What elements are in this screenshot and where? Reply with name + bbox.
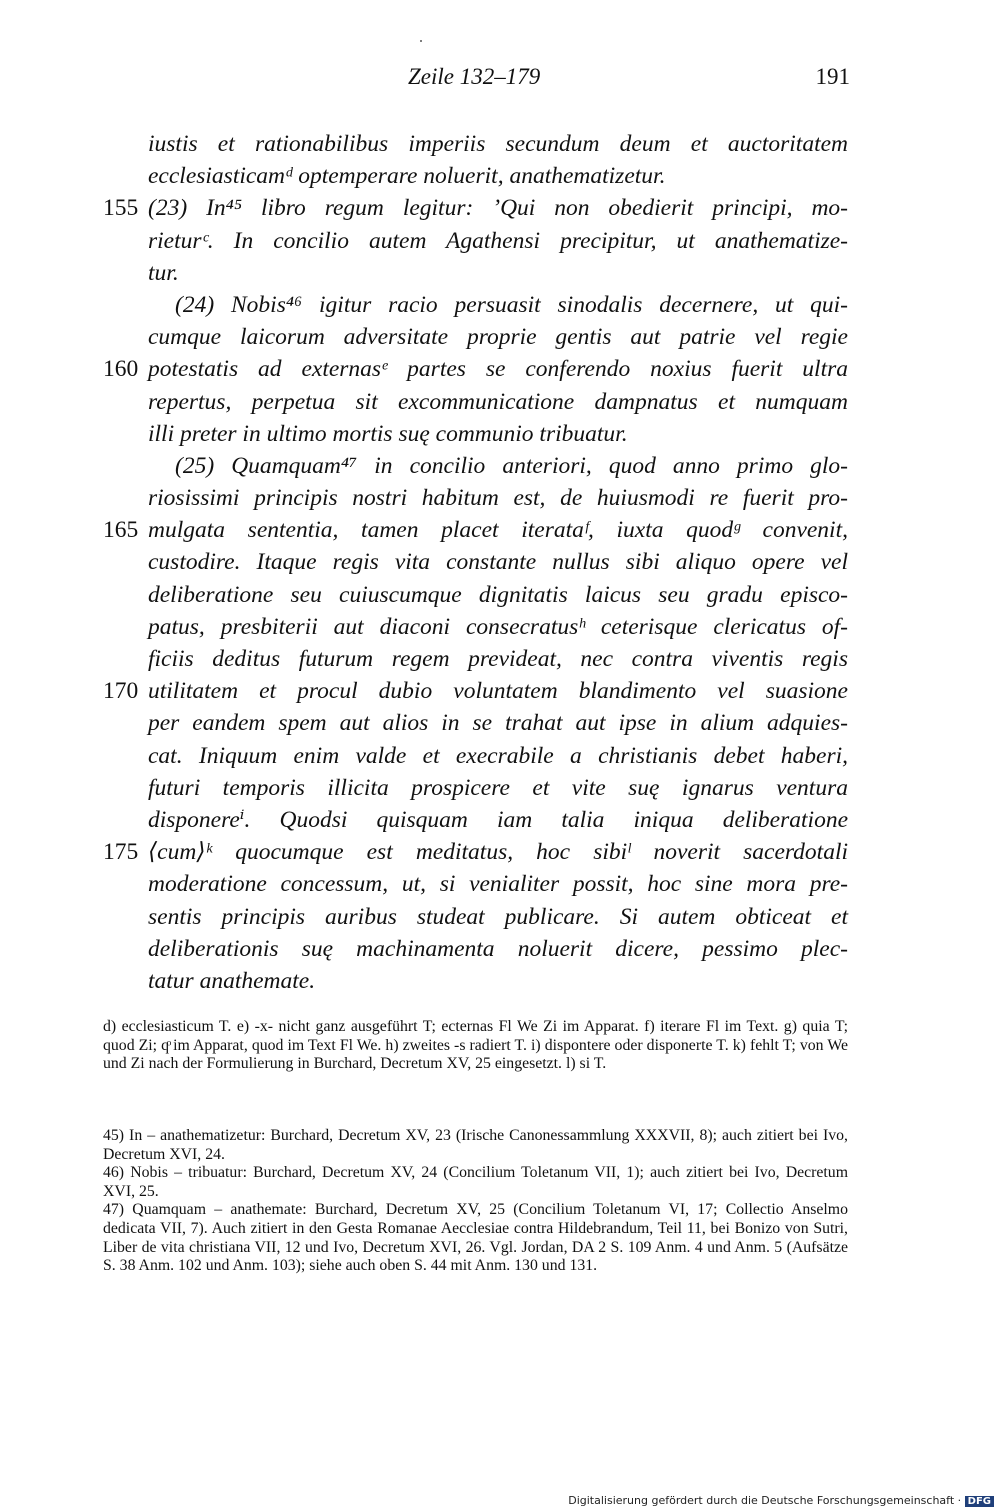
line-number: 175 [103,839,139,866]
line-text: cat. Iniquum enim valde et execrabile a christianis debet haberi, [148,742,848,769]
page-number: 191 [815,64,850,89]
line-text: riosissimi principis nostri habitum est, de huiusmodi re fuerit pro- [148,485,848,512]
line-text: mulgata sententia, tamen placet iterataᶠ, iuxta quodᵍ convenit, [148,517,848,544]
source-note: 46) Nobis – tribuatur: Burchard, Decretum XV, 24 (Concilium Toletanum VII, 1); auch zitiert bei Ivo, Decretum XVI, 25. [103,1164,848,1200]
line-text: iustis et rationabilibus imperiis secundum deum et auctoritatem [148,131,848,157]
text-line [103,418,848,450]
line-number: 170 [103,678,139,705]
text-line [103,965,848,997]
footer-credit [568,1494,994,1507]
text-line [103,675,848,707]
line-text: ficiis deditus futurum regem prevideat, nec contra viventis regis [148,646,848,672]
running-head: Zeile 132–179 [408,64,541,89]
text-line [103,321,848,353]
text-line [103,192,848,224]
text-line [103,225,848,257]
text-line [103,611,848,643]
line-number: 165 [103,517,139,544]
text-line [103,901,848,933]
critical-apparatus [103,1018,848,1074]
line-text: cumque laicorum adversitate proprie gentis aut patrie vel regie [148,324,848,351]
page-header [150,64,850,100]
source-note: 47) Quamquam – anathemate: Burchard, Decretum XV, 25 (Concilium Toletanum VI, 17; Collectio Anselmo dedicata VII, 7). Auch zitiert in den Gesta Romanae Aecclesiae contra Hildebrandum, Teil 11, bei Bonizo von Sutri, Liber de vita christiana VII, 12 und Ivo, Decretum XVI, 26. Vgl. Jordan, DA 2 S. 109 Anm. 4 und Anm. 5 (Aufsätze S. 38 Anm. 102 und Anm. 103); siehe auch oben S. 44 mit Anm. 130 und 131. [103,1201,848,1275]
line-text: disponereⁱ. Quodsi quisquam iam talia iniqua deliberatione [148,806,848,833]
text-line [103,514,848,546]
text-line [103,450,848,482]
text-line [103,933,848,965]
line-text: repertus, perpetua sit excommunicatione dampnatus et numquam [148,388,848,415]
line-number: 155 [103,195,139,222]
line-text: patus, presbiterii aut diaconi consecratusʰ ceterisque clericatus of- [148,613,848,640]
text-line [103,160,848,192]
text-line [103,289,848,321]
line-text: per eandem spem aut alios in se trahat aut ipse in alium adquies- [148,710,848,737]
line-text: sentis principis auribus studeat publicare. Si autem obticeat et [148,903,848,930]
line-text: illi preter in ultimo mortis suę communio tribuatur. [148,420,628,447]
text-line [103,257,848,289]
line-text: utilitatem et procul dubio voluntatem blandimento vel suasione [148,678,848,705]
line-text: ecclesiasticamᵈ optemperare noluerit, anathematizetur. [148,163,666,190]
text-line [103,772,848,804]
line-text: tatur anathemate. [148,967,316,994]
line-text: deliberationis suę machinamenta noluerit dicere, pessimo plec- [148,935,848,962]
line-text: (23) In⁴⁵ libro regum legitur: ’Qui non obedierit principi, mo- [148,195,848,222]
text-line [103,740,848,772]
line-text: moderatione concessum, ut, si venialiter possit, hoc sine mora pre- [148,871,848,898]
text-line [103,546,848,578]
line-text: deliberatione seu cuiuscumque dignitatis laicus seu gradu episco- [148,581,848,608]
funding-credit: Digitalisierung gefördert durch die Deutsche Forschungsgemeinschaft · [568,1494,962,1507]
line-text: potestatis ad externasᵉ partes se conferendo noxius fuerit ultra [148,356,848,383]
apparatus-text: d) ecclesiasticum T. e) -x- nicht ganz ausgeführt T; ecternas Fl We Zi im Apparat. f) iterare Fl im Text. g) quia T; quod Zi; qͦ im Apparat, quod im Text Fl We. h) zweites -s radiert T. i) dispontere oder disponerte T. k) fehlt T; von We und Zi nach der Formulierung in Burchard, Decretum XV, 25 eingesetzt. l) si T. [103,1018,848,1073]
line-text: custodire. Itaque regis vita constante nullus sibi aliquo opere vel [148,549,848,576]
text-line [103,128,848,160]
main-text [103,128,848,997]
line-text: ⟨cum⟩ᵏ quocumque est meditatus, hoc sibiˡ noverit sacerdotali [148,839,848,866]
text-line [103,836,848,868]
dfg-logo: DFG [965,1496,994,1507]
source-note: 45) In – anathematizetur: Burchard, Decretum XV, 23 (Irische Canonessammlung XXXVII, 8); auch zitiert bei Ivo, Decretum XVI, 24. [103,1127,848,1163]
text-line [103,482,848,514]
line-number: 160 [103,356,139,383]
text-line [103,707,848,739]
source-notes [103,1127,848,1276]
text-line [103,868,848,900]
text-line [103,579,848,611]
scan-speck [420,40,422,42]
line-text: rieturᶜ. In concilio autem Agathensi precipitur, ut anathematize- [148,227,848,254]
line-text: (24) Nobis⁴⁶ igitur racio persuasit sinodalis decernere, ut qui- [175,291,848,318]
line-text: (25) Quamquam⁴⁷ in concilio anteriori, quod anno primo glo- [175,452,848,479]
line-text: futuri temporis illicita prospicere et vite suę ignarus ventura [148,774,848,801]
text-line [103,643,848,675]
text-line [103,804,848,836]
text-line [103,386,848,418]
line-text: tur. [148,259,179,286]
text-line [103,353,848,385]
